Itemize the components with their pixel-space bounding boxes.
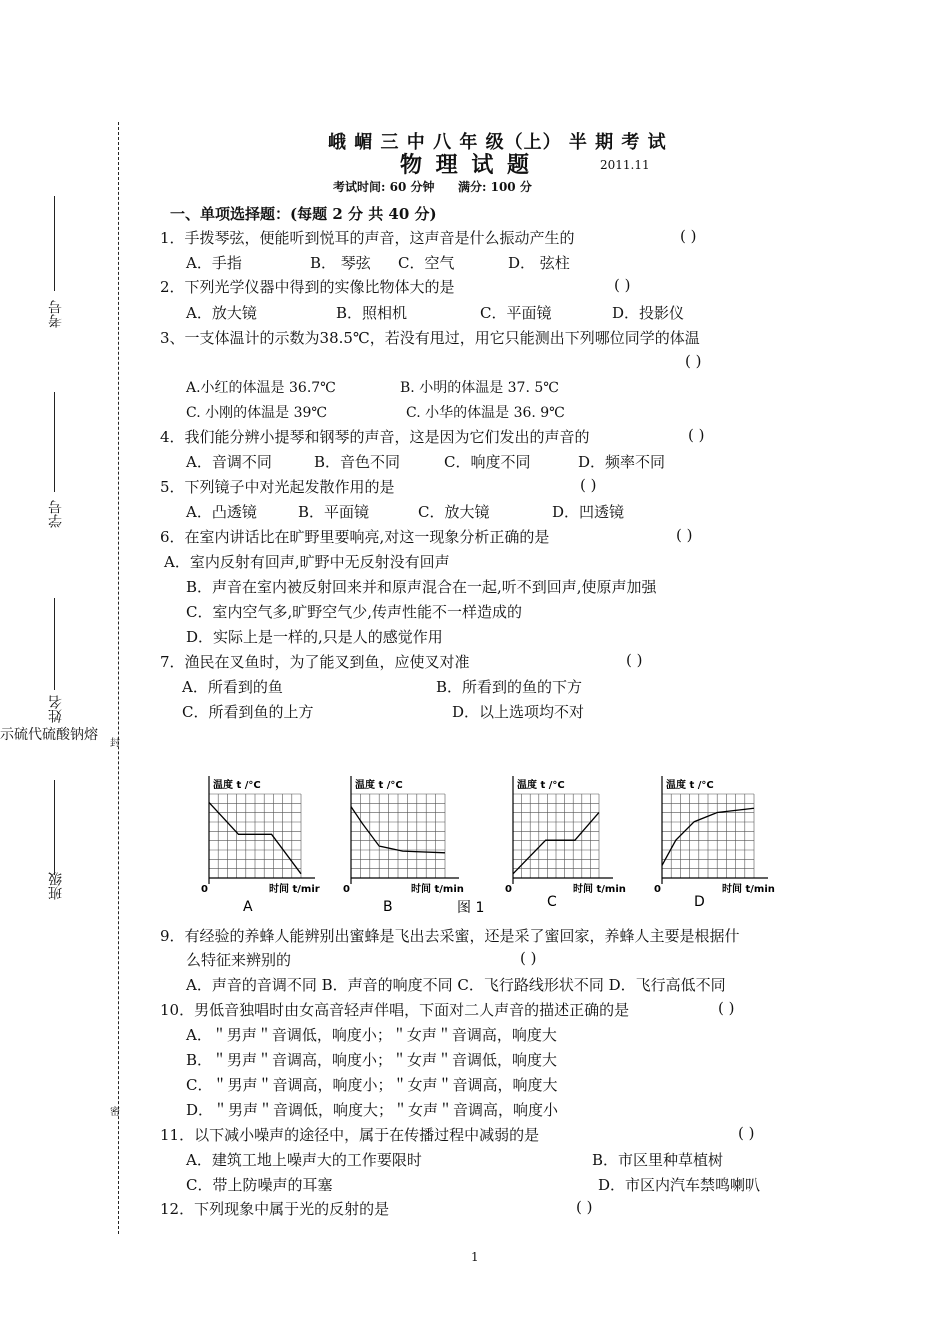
kaohao-blank bbox=[54, 196, 55, 291]
question-2-stem: 2．下列光学仪器中得到的实像比物体大的是 bbox=[160, 278, 455, 296]
q6-option-d: D．实际上是一样的,只是人的感觉作用 bbox=[186, 628, 443, 646]
question-2-answer-blank: ( ) bbox=[614, 276, 631, 294]
graph-b-x-axis-label: 时间 t/min bbox=[411, 884, 464, 895]
xuehao-label: 学号 bbox=[48, 500, 64, 528]
q4-option-b: B．音色不同 bbox=[314, 453, 401, 471]
xingming-label: 姓名 bbox=[48, 695, 64, 723]
q10-option-c: C．＂男声＂音调高，响度小；＂女声＂音调高，响度大 bbox=[186, 1076, 558, 1094]
q3-option-d: C. 小华的体温是 36. 9℃ bbox=[406, 405, 565, 421]
question-7-stem: 7．渔民在叉鱼时，为了能叉到鱼，应使叉对准 bbox=[160, 653, 470, 671]
question-6-stem: 6．在室内讲话比在旷野里要响亮,对这一现象分析正确的是 bbox=[160, 528, 550, 546]
q7-option-d: D．以上选项均不对 bbox=[452, 703, 585, 721]
overlap-text: 示硫代硫酸钠熔 bbox=[0, 727, 98, 743]
graph-d-x-axis-label: 时间 t/min bbox=[722, 884, 775, 895]
question-3-answer-blank: ( ) bbox=[685, 352, 702, 370]
q1-option-c: C．空气 bbox=[398, 254, 455, 272]
xingming-blank bbox=[54, 598, 55, 690]
question-9-answer-blank: ( ) bbox=[520, 949, 537, 967]
q2-option-c: C．平面镜 bbox=[480, 304, 552, 322]
q5-option-c: C．放大镜 bbox=[418, 503, 490, 521]
q10-option-d: D．＂男声＂音调低，响度大；＂女声＂音调高，响度小 bbox=[186, 1101, 559, 1119]
q5-option-b: B．平面镜 bbox=[298, 503, 370, 521]
page-number: 1 bbox=[471, 1250, 479, 1264]
question-9-stem-line2: 么特征来辨别的 bbox=[186, 951, 292, 969]
q1-option-a: A．手指 bbox=[186, 254, 242, 272]
question-12-stem: 12．下列现象中属于光的反射的是 bbox=[160, 1200, 390, 1218]
q1-option-b: B． 琴弦 bbox=[310, 254, 371, 272]
q11-option-d: D．市区内汽车禁鸣喇叭 bbox=[598, 1176, 761, 1194]
figure-1-graphs bbox=[195, 770, 815, 920]
graph-d-origin: 0 bbox=[654, 884, 661, 895]
q11-option-c: C．带上防噪声的耳塞 bbox=[186, 1176, 333, 1194]
q2-option-d: D．投影仪 bbox=[612, 304, 685, 322]
q4-option-a: A．音调不同 bbox=[186, 453, 272, 471]
graph-d-label: D bbox=[694, 894, 705, 910]
question-1-answer-blank: ( ) bbox=[680, 227, 697, 245]
q11-option-a: A．建筑工地上噪声大的工作要限时 bbox=[186, 1151, 422, 1169]
exam-date: 2011.11 bbox=[600, 158, 650, 172]
q7-option-a: A．所看到的鱼 bbox=[182, 678, 283, 696]
question-10-stem: 10．男低音独唱时由女高音轻声伴唱，下面对二人声音的描述正确的是 bbox=[160, 1001, 630, 1019]
full-score: 满分: 100 分 bbox=[458, 180, 532, 194]
question-4-stem: 4．我们能分辨小提琴和钢琴的声音，这是因为它们发出的声音的 bbox=[160, 428, 590, 446]
graph-a-y-axis-label: 温度 t /°C bbox=[213, 780, 261, 791]
question-7-answer-blank: ( ) bbox=[626, 651, 643, 669]
question-3-stem: 3、一支体温计的示数为38.5℃，若没有甩过，用它只能测出下列哪位同学的体温 bbox=[160, 329, 700, 347]
question-5-answer-blank: ( ) bbox=[580, 476, 597, 494]
q6-option-c: C．室内空气多,旷野空气少,传声性能不一样造成的 bbox=[186, 603, 523, 621]
question-6-answer-blank: ( ) bbox=[676, 526, 693, 544]
q6-option-b: B．声音在室内被反射回来并和原声混合在一起,听不到回声,使原声加强 bbox=[186, 578, 657, 596]
q9-options: A．声音的音调不同 B．声音的响度不同 C．飞行路线形状不同 D．飞行高低不同 bbox=[186, 976, 726, 994]
q2-option-a: A．放大镜 bbox=[186, 304, 257, 322]
graph-a-origin: 0 bbox=[201, 884, 208, 895]
q3-option-a: A.小红的体温是 36.7℃ bbox=[186, 380, 336, 396]
question-4-answer-blank: ( ) bbox=[688, 426, 705, 444]
xuehao-blank bbox=[54, 392, 55, 492]
kaohao-label: 考号 bbox=[48, 300, 64, 328]
banji-label: 班级 bbox=[48, 872, 64, 900]
graph-a-label: A bbox=[243, 899, 253, 915]
exam-time: 考试时间: 60 分钟 bbox=[333, 180, 435, 194]
graph-a-x-axis-label: 时间 t/mir bbox=[269, 884, 320, 895]
graph-b-y-axis-label: 温度 t /°C bbox=[355, 780, 403, 791]
question-11-stem: 11．以下减小噪声的途径中，属于在传播过程中减弱的是 bbox=[160, 1126, 540, 1144]
q4-option-c: C．响度不同 bbox=[444, 453, 531, 471]
mi-mark: 密 bbox=[110, 1107, 120, 1118]
q1-option-d: D． 弦柱 bbox=[508, 254, 570, 272]
graph-b-origin: 0 bbox=[343, 884, 350, 895]
question-1-stem: 1．手拨琴弦，便能听到悦耳的声音，这声音是什么振动产生的 bbox=[160, 229, 575, 247]
school-title: 峨 嵋 三 中 八 年 级（上） 半 期 考 试 bbox=[328, 132, 667, 153]
graph-c-x-axis-label: 时间 t/min bbox=[573, 884, 626, 895]
graph-c-label: C bbox=[547, 894, 557, 910]
graph-c-origin: 0 bbox=[505, 884, 512, 895]
graph-d-y-axis-label: 温度 t /°C bbox=[666, 780, 714, 791]
q7-option-b: B．所看到的鱼的下方 bbox=[436, 678, 583, 696]
q7-option-c: C．所看到鱼的上方 bbox=[182, 703, 314, 721]
q4-option-d: D．频率不同 bbox=[578, 453, 666, 471]
graph-c-y-axis-label: 温度 t /°C bbox=[517, 780, 565, 791]
q10-option-b: B．＂男声＂音调高，响度小；＂女声＂音调低，响度大 bbox=[186, 1051, 558, 1069]
figure-1-caption: 图 1 bbox=[457, 900, 485, 916]
q5-option-a: A．凸透镜 bbox=[186, 503, 257, 521]
subject-title: 物 理 试 题 bbox=[400, 152, 532, 178]
question-10-answer-blank: ( ) bbox=[718, 999, 735, 1017]
section-heading: 一、单项选择题：(每题 2 分 共 40 分) bbox=[170, 205, 437, 223]
question-5-stem: 5．下列镜子中对光起发散作用的是 bbox=[160, 478, 395, 496]
q5-option-d: D．凹透镜 bbox=[552, 503, 625, 521]
graph-b-label: B bbox=[383, 899, 393, 915]
feng-mark: 封 bbox=[110, 738, 120, 749]
q10-option-a: A．＂男声＂音调低，响度小；＂女声＂音调高，响度大 bbox=[186, 1026, 557, 1044]
question-11-answer-blank: ( ) bbox=[738, 1124, 755, 1142]
binding-line bbox=[118, 122, 119, 1234]
q6-option-a: A．室内反射有回声,旷野中无反射没有回声 bbox=[164, 553, 450, 571]
question-12-answer-blank: ( ) bbox=[576, 1198, 593, 1216]
q3-option-b: B. 小明的体温是 37. 5℃ bbox=[400, 380, 559, 396]
banji-blank bbox=[54, 780, 55, 875]
question-9-stem-line1: 9．有经验的养蜂人能辨别出蜜蜂是飞出去采蜜，还是采了蜜回家，养蜂人主要是根据什 bbox=[160, 927, 740, 945]
q11-option-b: B．市区里种草植树 bbox=[592, 1151, 724, 1169]
q2-option-b: B．照相机 bbox=[336, 304, 408, 322]
q3-option-c: C. 小刚的体温是 39℃ bbox=[186, 405, 328, 421]
